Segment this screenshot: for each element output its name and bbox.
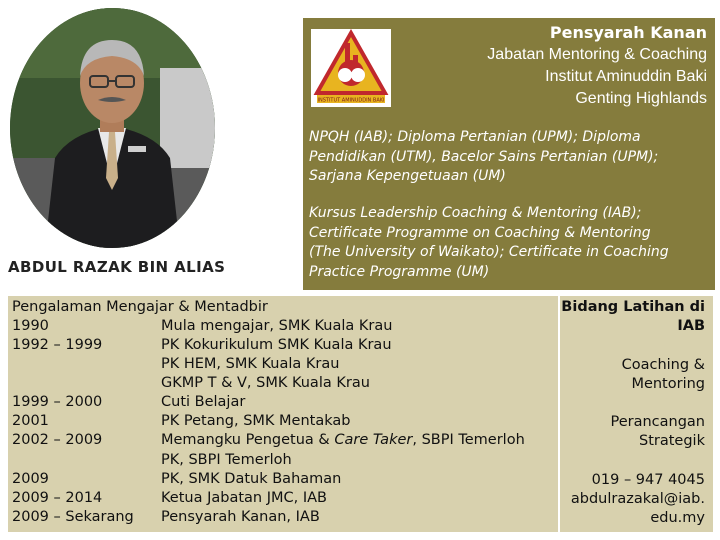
course-line: Kursus Leadership Coaching & Mentoring (IAB); <box>309 205 642 221</box>
experience-desc-italic: Care Taker <box>334 432 413 448</box>
experience-row <box>12 374 370 393</box>
qualification-line: Sarjana Kepengetuaan (UM) <box>309 168 506 184</box>
experience-desc: PK Kokurikulum SMK Kuala Krau <box>161 337 392 353</box>
experience-desc-part: Memangku Pengetua & <box>161 432 335 448</box>
experience-desc: PK HEM, SMK Kuala Krau <box>161 356 340 372</box>
course-line: Practice Programme (UM) <box>309 263 490 280</box>
experience-year: 1990 <box>12 318 49 334</box>
experience-row <box>12 317 393 336</box>
experience-year: 2009 <box>12 471 49 487</box>
institute-logo <box>311 29 391 107</box>
training-area: Strategik <box>639 433 705 449</box>
experience-row <box>12 508 320 527</box>
experience-row <box>12 412 351 431</box>
experience-year: 2009 – Sekarang <box>12 509 134 525</box>
profile-header-panel <box>303 18 715 290</box>
academic-qualifications <box>309 128 709 187</box>
experience-title: Pengalaman Mengajar & Mentadbir <box>12 299 268 315</box>
experience-desc-part: , SBPI Temerloh <box>412 432 525 448</box>
experience-desc: GKMP T & V, SMK Kuala Krau <box>161 375 370 391</box>
experience-row <box>12 451 292 470</box>
experience-year: 1992 – 1999 <box>12 337 103 353</box>
experience-year: 1999 – 2000 <box>12 394 103 410</box>
training-areas-panel <box>560 296 713 532</box>
experience-desc: PK Petang, SMK Mentakab <box>161 413 351 429</box>
experience-row <box>12 393 246 412</box>
person-name: ABDUL RAZAK BIN ALIAS <box>8 258 226 276</box>
experience-panel <box>8 296 558 532</box>
portrait-photo <box>10 8 215 248</box>
course-line: (The University of Waikato); Certificate in Coaching <box>309 244 669 260</box>
position-title: Pensyarah Kanan <box>549 23 707 42</box>
training-area: Coaching & <box>621 357 705 373</box>
department-name: Jabatan Mentoring & Coaching <box>487 46 707 63</box>
training-areas-title: Bidang Latihan di <box>561 299 705 315</box>
training-areas-title: IAB <box>677 318 705 334</box>
experience-year: 2001 <box>12 413 49 429</box>
qualification-line: NPQH (IAB); Diploma Pertanian (UPM); Diploma <box>309 129 641 145</box>
experience-row <box>12 431 525 450</box>
experience-desc <box>161 431 525 450</box>
experience-row <box>12 336 392 355</box>
course-qualifications <box>309 204 713 282</box>
experience-desc: Pensyarah Kanan, IAB <box>161 509 320 525</box>
experience-year: 2009 – 2014 <box>12 490 103 506</box>
experience-year: 2002 – 2009 <box>12 432 103 448</box>
email-address[interactable]: abdulrazakal@iab. <box>570 491 705 507</box>
course-line: Certificate Programme on Coaching & Mentoring <box>309 224 651 241</box>
qualification-line: Pendidikan (UTM), Bacelor Sains Pertanian (UPM); <box>309 148 659 165</box>
experience-desc: PK, SMK Datuk Bahaman <box>161 471 342 487</box>
experience-row <box>12 489 327 508</box>
experience-desc: Mula mengajar, SMK Kuala Krau <box>161 318 393 334</box>
experience-row <box>12 355 340 374</box>
email-address[interactable]: edu.my <box>650 510 705 526</box>
training-area: Mentoring <box>631 376 705 392</box>
training-area: Perancangan <box>610 414 705 430</box>
position-block <box>487 22 707 110</box>
experience-desc: Ketua Jabatan JMC, IAB <box>161 490 327 506</box>
phone-number: 019 – 947 4045 <box>591 472 705 488</box>
svg-text:INSTITUT AMINUDDIN BAKI: INSTITUT AMINUDDIN BAKI <box>317 97 385 104</box>
experience-desc: PK, SBPI Temerloh <box>161 452 292 468</box>
experience-desc: Cuti Belajar <box>161 394 246 410</box>
experience-row <box>12 470 342 489</box>
institute-name: Institut Aminuddin Baki <box>545 68 707 85</box>
location-name: Genting Highlands <box>575 90 707 107</box>
